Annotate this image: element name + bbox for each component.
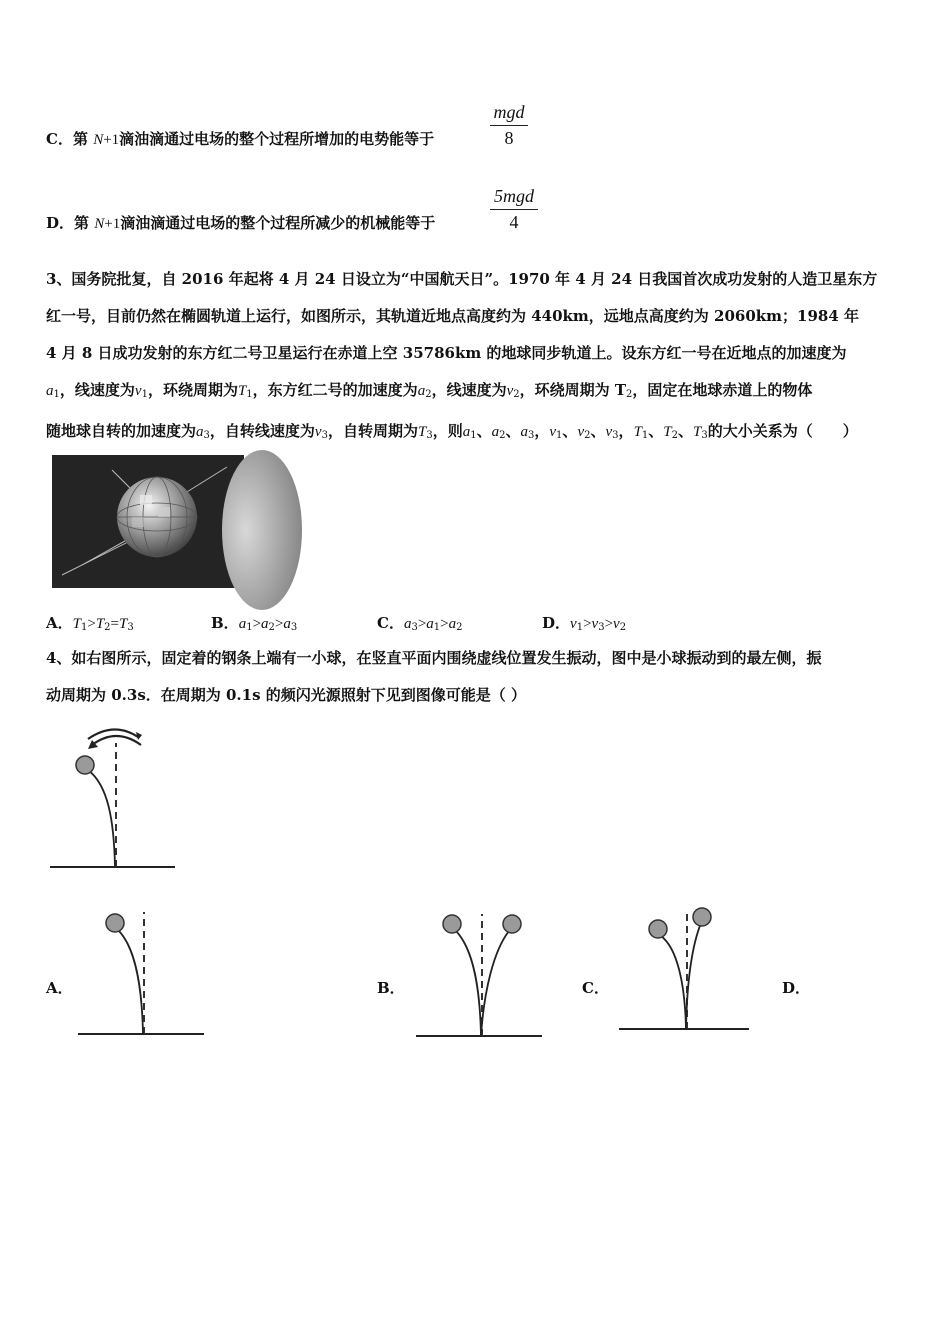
q3-option-d[interactable]: D．$v_1>v_3>v_2$ bbox=[542, 614, 627, 633]
q4-option-a-label[interactable]: A． bbox=[46, 979, 73, 997]
question-3 bbox=[46, 261, 908, 454]
q4-option-c-label[interactable]: C． bbox=[582, 979, 609, 997]
option-c-plus: +1 bbox=[103, 132, 120, 148]
option-d-prefix: D．第 bbox=[46, 214, 90, 232]
q3-line-3: 4 月 8 日成功发射的东方红二号卫星运行在赤道上空 35786km 的地球同步轨道上。设东方红一号在近地点的加速度为 bbox=[46, 344, 847, 362]
q3-line-5: 随地球自转的加速度为$a_3$，自转线速度为$v_3$，自转周期为$T_3$，则$a_1$、$a_2$、$a_3$，$v_1$、$v_2$、$v_3$，$T_1$、$T_2$、$T_3$的大小关系为（ ） bbox=[46, 422, 858, 441]
question-4 bbox=[46, 640, 908, 714]
q4-line-1: 4、如右图所示，固定着的钢条上端有一小球，在竖直平面内围绕虚线位置发生振动，图中是小球振动到的最左侧，振 bbox=[46, 649, 822, 667]
q4-line-2: 动周期为 0.3s．在周期为 0.1s 的频闪光源照射下见到图像可能是（ ） bbox=[46, 686, 526, 704]
option-d-n: N bbox=[94, 216, 105, 232]
option-c-n: N bbox=[93, 132, 104, 148]
q3-option-c[interactable]: C．$a_3>a_1>a_2$ bbox=[377, 614, 463, 633]
q4-option-b-figure[interactable] bbox=[414, 908, 544, 1040]
q3-option-a[interactable]: A．$T_1>T_2=T_3$ bbox=[46, 614, 134, 633]
option-c-prefix: C．第 bbox=[46, 130, 88, 148]
option-d-text: 滴油滴通过电场的整个过程所减少的机械能等于 bbox=[120, 214, 436, 232]
option-c-denominator: 8 bbox=[504, 128, 514, 148]
q4-option-b-label[interactable]: B． bbox=[377, 979, 405, 997]
q3-line-1: 3、国务院批复，自 2016 年起将 4 月 24 日设立为“中国航天日”。1970 年 4 月 24 日我国首次成功发射的人造卫星东方 bbox=[46, 270, 878, 288]
option-d-numerator: 5mgd bbox=[494, 186, 534, 206]
option-d-plus: +1 bbox=[104, 216, 121, 232]
option-d-line bbox=[46, 212, 435, 233]
option-c-fraction bbox=[490, 102, 528, 149]
option-c-text: 滴油滴通过电场的整个过程所增加的电势能等于 bbox=[119, 130, 435, 148]
q3-line-4: $a_1$，线速度为$v_1$，环绕周期为$T_1$，东方红二号的加速度为$a_2$，线速度为$v_2$，环绕周期为 $T_2$，固定在地球赤道上的物体 bbox=[46, 381, 813, 400]
option-d-fraction bbox=[490, 186, 538, 233]
q4-option-d-label[interactable]: D． bbox=[782, 979, 811, 997]
satellite-photo bbox=[52, 455, 244, 588]
q3-line-2: 红一号，目前仍然在椭圆轨道上运行，如图所示，其轨道近地点高度约为 440km，远地点高度约为 2060km；1984 年 bbox=[46, 307, 860, 325]
option-d-denominator: 4 bbox=[509, 212, 519, 232]
q4-option-a-figure[interactable] bbox=[76, 908, 206, 1038]
option-c-line bbox=[46, 128, 434, 149]
spring-ball-figure bbox=[48, 725, 178, 871]
q3-option-b[interactable]: B．$a_1>a_2>a_3$ bbox=[211, 614, 298, 633]
option-c-numerator: mgd bbox=[493, 102, 525, 122]
q4-option-c-figure[interactable] bbox=[617, 903, 751, 1033]
